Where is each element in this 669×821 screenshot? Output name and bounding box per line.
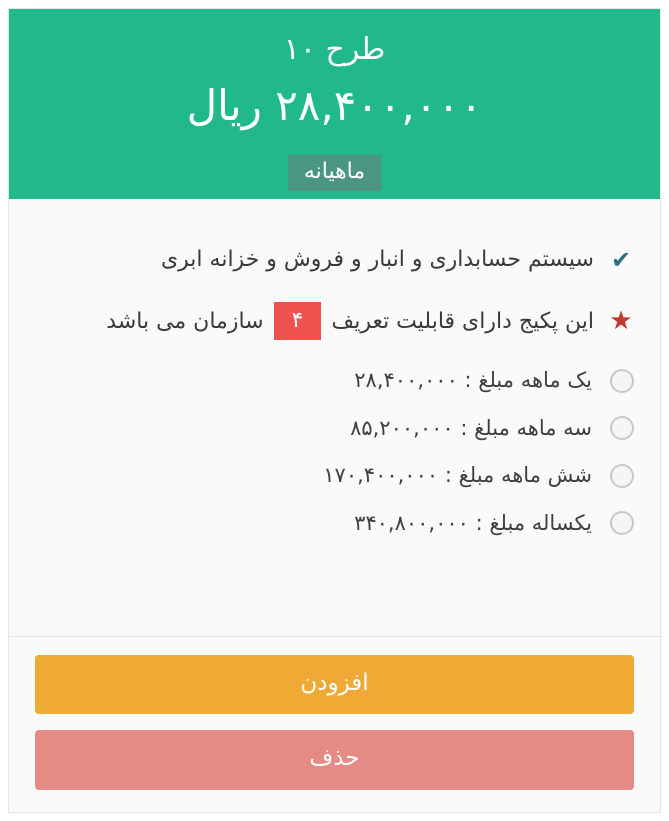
duration-option-1month[interactable] — [41, 366, 634, 395]
duration-option-label: شش ماهه مبلغ : ۱۷۰,۴۰۰,۰۰۰ — [323, 463, 592, 488]
pricing-plan-card — [8, 8, 661, 813]
organization-count-badge: ۴ — [274, 302, 322, 340]
delete-button[interactable]: حذف — [35, 730, 634, 790]
duration-option-label: یک ماهه مبلغ : ۲۸,۴۰۰,۰۰۰ — [354, 368, 592, 393]
feature-text-after: سازمان می باشد — [106, 308, 264, 334]
billing-period-badge: ماهیانه — [288, 155, 381, 192]
duration-option-label: سه ماهه مبلغ : ۸۵,۲۰۰,۰۰۰ — [350, 415, 592, 440]
feature-item — [35, 243, 634, 276]
add-button[interactable]: افزودن — [35, 655, 634, 715]
plan-title: طرح ۱۰ — [283, 32, 386, 67]
feature-text: سیستم حسابداری و انبار و فروش و خزانه ابری — [160, 247, 594, 272]
feature-text-before: این پکیج دارای قابلیت تعریف — [331, 308, 594, 334]
duration-option-12months[interactable] — [41, 509, 634, 538]
plan-body — [9, 199, 660, 636]
duration-option-label: یکساله مبلغ : ۳۴۰,۸۰۰,۰۰۰ — [354, 510, 592, 535]
radio-icon[interactable] — [610, 464, 634, 488]
duration-option-3months[interactable] — [41, 414, 634, 443]
duration-options — [35, 366, 634, 538]
feature-item — [35, 302, 634, 340]
plan-price: ۲۸,۴۰۰,۰۰۰ ریال — [186, 80, 483, 130]
star-icon: ★ — [609, 306, 633, 337]
radio-icon[interactable] — [610, 369, 634, 393]
feature-text — [106, 302, 594, 340]
radio-icon[interactable] — [610, 416, 634, 440]
plan-footer — [9, 636, 660, 812]
check-icon: ✔ — [610, 245, 632, 274]
plan-header — [9, 9, 660, 199]
radio-icon[interactable] — [610, 511, 634, 535]
duration-option-6months[interactable] — [41, 461, 634, 490]
